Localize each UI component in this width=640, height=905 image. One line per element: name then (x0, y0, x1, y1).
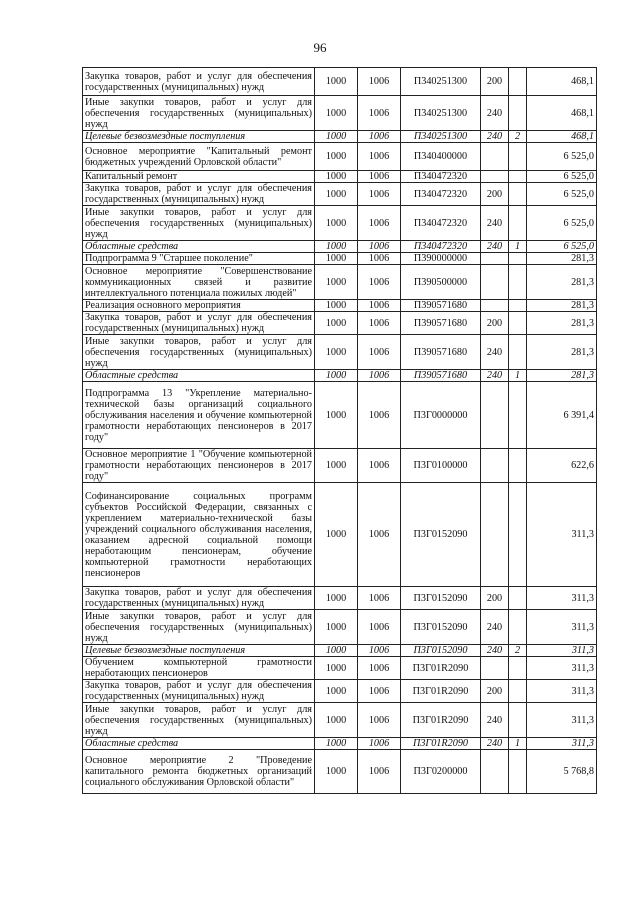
ved-cell: 1000 (315, 131, 358, 143)
table-row (83, 206, 597, 241)
ved-cell: 1000 (315, 300, 358, 312)
ved-cell: 1000 (315, 657, 358, 680)
sum-cell: 468,1 (527, 68, 597, 96)
vr-cell (481, 449, 509, 483)
src-cell: 1 (509, 241, 527, 253)
src-cell (509, 253, 527, 265)
table-row (83, 312, 597, 335)
sum-cell: 311,3 (527, 483, 597, 587)
name-cell: Иные закупки товаров, работ и услуг для обеспечения государственных (муниципальных) нужд (83, 610, 315, 645)
vr-cell (481, 171, 509, 183)
sum-cell: 281,3 (527, 265, 597, 300)
src-cell: 2 (509, 131, 527, 143)
ved-cell: 1000 (315, 241, 358, 253)
budget-table (82, 67, 597, 794)
table-row (83, 253, 597, 265)
vr-cell: 200 (481, 68, 509, 96)
table-row (83, 750, 597, 794)
csr-cell: П390571680 (401, 370, 481, 382)
table-row (83, 143, 597, 171)
src-cell (509, 382, 527, 449)
vr-cell (481, 300, 509, 312)
sum-cell: 311,3 (527, 657, 597, 680)
rz-cell: 1006 (358, 131, 401, 143)
table-row (83, 738, 597, 750)
src-cell (509, 680, 527, 703)
ved-cell: 1000 (315, 312, 358, 335)
sum-cell: 6 391,4 (527, 382, 597, 449)
sum-cell: 311,3 (527, 738, 597, 750)
name-cell: Областные средства (83, 370, 315, 382)
vr-cell: 240 (481, 96, 509, 131)
src-cell (509, 206, 527, 241)
rz-cell: 1006 (358, 370, 401, 382)
table-row (83, 483, 597, 587)
ved-cell: 1000 (315, 370, 358, 382)
src-cell (509, 610, 527, 645)
table-row (83, 96, 597, 131)
name-cell: Основное мероприятие 2 "Проведение капитального ремонта бюджетных организаций социального обслуживания Орловской области" (83, 750, 315, 794)
ved-cell: 1000 (315, 483, 358, 587)
sum-cell: 281,3 (527, 335, 597, 370)
ved-cell: 1000 (315, 610, 358, 645)
table-row (83, 131, 597, 143)
table-row (83, 587, 597, 610)
src-cell (509, 96, 527, 131)
csr-cell: П340251300 (401, 68, 481, 96)
csr-cell: П390571680 (401, 312, 481, 335)
csr-cell: П390000000 (401, 253, 481, 265)
rz-cell: 1006 (358, 587, 401, 610)
csr-cell: П3Г0000000 (401, 382, 481, 449)
src-cell (509, 143, 527, 171)
src-cell (509, 265, 527, 300)
name-cell: Закупка товаров, работ и услуг для обеспечения государственных (муниципальных) нужд (83, 68, 315, 96)
vr-cell: 240 (481, 206, 509, 241)
csr-cell: П390500000 (401, 265, 481, 300)
rz-cell: 1006 (358, 253, 401, 265)
vr-cell (481, 657, 509, 680)
ved-cell: 1000 (315, 645, 358, 657)
table-row (83, 645, 597, 657)
src-cell (509, 171, 527, 183)
table-row (83, 703, 597, 738)
csr-cell: П3Г0152090 (401, 610, 481, 645)
sum-cell: 311,3 (527, 587, 597, 610)
ved-cell: 1000 (315, 171, 358, 183)
src-cell (509, 703, 527, 738)
ved-cell: 1000 (315, 68, 358, 96)
rz-cell: 1006 (358, 171, 401, 183)
src-cell (509, 300, 527, 312)
src-cell (509, 657, 527, 680)
table-row (83, 610, 597, 645)
sum-cell: 468,1 (527, 131, 597, 143)
ved-cell: 1000 (315, 703, 358, 738)
sum-cell: 5 768,8 (527, 750, 597, 794)
rz-cell: 1006 (358, 750, 401, 794)
vr-cell: 200 (481, 680, 509, 703)
ved-cell: 1000 (315, 335, 358, 370)
rz-cell: 1006 (358, 143, 401, 171)
name-cell: Целевые безвозмездные поступления (83, 131, 315, 143)
name-cell: Подпрограмма 9 "Старшее поколение" (83, 253, 315, 265)
name-cell: Иные закупки товаров, работ и услуг для обеспечения государственных (муниципальных) нужд (83, 335, 315, 370)
sum-cell: 6 525,0 (527, 143, 597, 171)
name-cell: Закупка товаров, работ и услуг для обеспечения государственных (муниципальных) нужд (83, 587, 315, 610)
table-row (83, 265, 597, 300)
sum-cell: 6 525,0 (527, 183, 597, 206)
name-cell: Областные средства (83, 738, 315, 750)
rz-cell: 1006 (358, 183, 401, 206)
ved-cell: 1000 (315, 587, 358, 610)
csr-cell: П3Г01R2090 (401, 657, 481, 680)
sum-cell: 311,3 (527, 610, 597, 645)
rz-cell: 1006 (358, 680, 401, 703)
ved-cell: 1000 (315, 253, 358, 265)
sum-cell: 311,3 (527, 645, 597, 657)
rz-cell: 1006 (358, 449, 401, 483)
table-row (83, 382, 597, 449)
csr-cell: П340472320 (401, 206, 481, 241)
name-cell: Закупка товаров, работ и услуг для обеспечения государственных (муниципальных) нужд (83, 312, 315, 335)
csr-cell: П340472320 (401, 241, 481, 253)
name-cell: Обучением компьютерной грамотности неработающих пенсионеров (83, 657, 315, 680)
src-cell (509, 449, 527, 483)
name-cell: Основное мероприятие "Капитальный ремонт бюджетных учреждений Орловской области" (83, 143, 315, 171)
sum-cell: 281,3 (527, 300, 597, 312)
rz-cell: 1006 (358, 96, 401, 131)
name-cell: Подпрограмма 13 "Укрепление материально-технической базы организаций социального обслуживания населения и обучение компьютерной грамотности неработающих пенсионеров в 2017 году" (83, 382, 315, 449)
src-cell (509, 483, 527, 587)
sum-cell: 311,3 (527, 680, 597, 703)
rz-cell: 1006 (358, 312, 401, 335)
sum-cell: 6 525,0 (527, 171, 597, 183)
rz-cell: 1006 (358, 382, 401, 449)
vr-cell (481, 143, 509, 171)
name-cell: Областные средства (83, 241, 315, 253)
ved-cell: 1000 (315, 382, 358, 449)
name-cell: Основное мероприятие 1 "Обучение компьютерной грамотности неработающих пенсионеров в 2017 году" (83, 449, 315, 483)
rz-cell: 1006 (358, 241, 401, 253)
ved-cell: 1000 (315, 96, 358, 131)
table-row (83, 241, 597, 253)
vr-cell: 240 (481, 703, 509, 738)
src-cell (509, 335, 527, 370)
name-cell: Закупка товаров, работ и услуг для обеспечения государственных (муниципальных) нужд (83, 680, 315, 703)
ved-cell: 1000 (315, 183, 358, 206)
name-cell: Софинансирование социальных программ субъектов Российской Федерации, связанных с укреплением материально-технической базы учреждений социального обслуживания населения, оказанием адресной социальной помощи неработающим пенсионерам, обучение компьютерной грамотности неработающих пенсионеров (83, 483, 315, 587)
vr-cell: 200 (481, 312, 509, 335)
vr-cell (481, 265, 509, 300)
sum-cell: 6 525,0 (527, 206, 597, 241)
src-cell: 1 (509, 738, 527, 750)
vr-cell: 200 (481, 587, 509, 610)
rz-cell: 1006 (358, 610, 401, 645)
sum-cell: 311,3 (527, 703, 597, 738)
vr-cell (481, 483, 509, 587)
vr-cell: 240 (481, 738, 509, 750)
csr-cell: П390571680 (401, 335, 481, 370)
table-row (83, 335, 597, 370)
ved-cell: 1000 (315, 206, 358, 241)
csr-cell: П390571680 (401, 300, 481, 312)
rz-cell: 1006 (358, 206, 401, 241)
ved-cell: 1000 (315, 738, 358, 750)
vr-cell (481, 382, 509, 449)
csr-cell: П3Г0100000 (401, 449, 481, 483)
name-cell: Иные закупки товаров, работ и услуг для обеспечения государственных (муниципальных) нужд (83, 206, 315, 241)
csr-cell: П3Г0152090 (401, 645, 481, 657)
rz-cell: 1006 (358, 657, 401, 680)
ved-cell: 1000 (315, 143, 358, 171)
name-cell: Закупка товаров, работ и услуг для обеспечения государственных (муниципальных) нужд (83, 183, 315, 206)
name-cell: Реализация основного мероприятия (83, 300, 315, 312)
name-cell: Капитальный ремонт (83, 171, 315, 183)
table-row (83, 68, 597, 96)
vr-cell: 240 (481, 335, 509, 370)
src-cell (509, 587, 527, 610)
src-cell: 2 (509, 645, 527, 657)
src-cell (509, 68, 527, 96)
page-number: 96 (313, 40, 327, 55)
csr-cell: П3Г01R2090 (401, 680, 481, 703)
csr-cell: П340472320 (401, 183, 481, 206)
sum-cell: 6 525,0 (527, 241, 597, 253)
ved-cell: 1000 (315, 449, 358, 483)
name-cell: Основное мероприятие "Совершенствование коммуникационных связей и развитие интеллектуального потенциала пожилых людей" (83, 265, 315, 300)
src-cell: 1 (509, 370, 527, 382)
table-row (83, 370, 597, 382)
csr-cell: П3Г0200000 (401, 750, 481, 794)
rz-cell: 1006 (358, 335, 401, 370)
csr-cell: П3Г01R2090 (401, 703, 481, 738)
csr-cell: П340251300 (401, 131, 481, 143)
src-cell (509, 750, 527, 794)
table-row (83, 183, 597, 206)
rz-cell: 1006 (358, 483, 401, 587)
table-row (83, 171, 597, 183)
table-row (83, 300, 597, 312)
csr-cell: П340251300 (401, 96, 481, 131)
table-row (83, 680, 597, 703)
csr-cell: П3Г0152090 (401, 483, 481, 587)
csr-cell: П340472320 (401, 171, 481, 183)
ved-cell: 1000 (315, 265, 358, 300)
vr-cell: 240 (481, 131, 509, 143)
sum-cell: 468,1 (527, 96, 597, 131)
csr-cell: П3Г01R2090 (401, 738, 481, 750)
sum-cell: 281,3 (527, 312, 597, 335)
src-cell (509, 312, 527, 335)
csr-cell: П340400000 (401, 143, 481, 171)
rz-cell: 1006 (358, 300, 401, 312)
vr-cell: 240 (481, 370, 509, 382)
sum-cell: 281,3 (527, 370, 597, 382)
table-row (83, 657, 597, 680)
csr-cell: П3Г0152090 (401, 587, 481, 610)
table-row (83, 449, 597, 483)
name-cell: Иные закупки товаров, работ и услуг для обеспечения государственных (муниципальных) нужд (83, 703, 315, 738)
vr-cell (481, 253, 509, 265)
rz-cell: 1006 (358, 645, 401, 657)
sum-cell: 622,6 (527, 449, 597, 483)
ved-cell: 1000 (315, 680, 358, 703)
vr-cell: 240 (481, 241, 509, 253)
table-body (83, 68, 597, 794)
src-cell (509, 183, 527, 206)
rz-cell: 1006 (358, 68, 401, 96)
sum-cell: 281,3 (527, 253, 597, 265)
vr-cell: 240 (481, 610, 509, 645)
name-cell: Иные закупки товаров, работ и услуг для обеспечения государственных (муниципальных) нужд (83, 96, 315, 131)
vr-cell: 240 (481, 645, 509, 657)
rz-cell: 1006 (358, 265, 401, 300)
rz-cell: 1006 (358, 738, 401, 750)
vr-cell (481, 750, 509, 794)
vr-cell: 200 (481, 183, 509, 206)
rz-cell: 1006 (358, 703, 401, 738)
ved-cell: 1000 (315, 750, 358, 794)
name-cell: Целевые безвозмездные поступления (83, 645, 315, 657)
